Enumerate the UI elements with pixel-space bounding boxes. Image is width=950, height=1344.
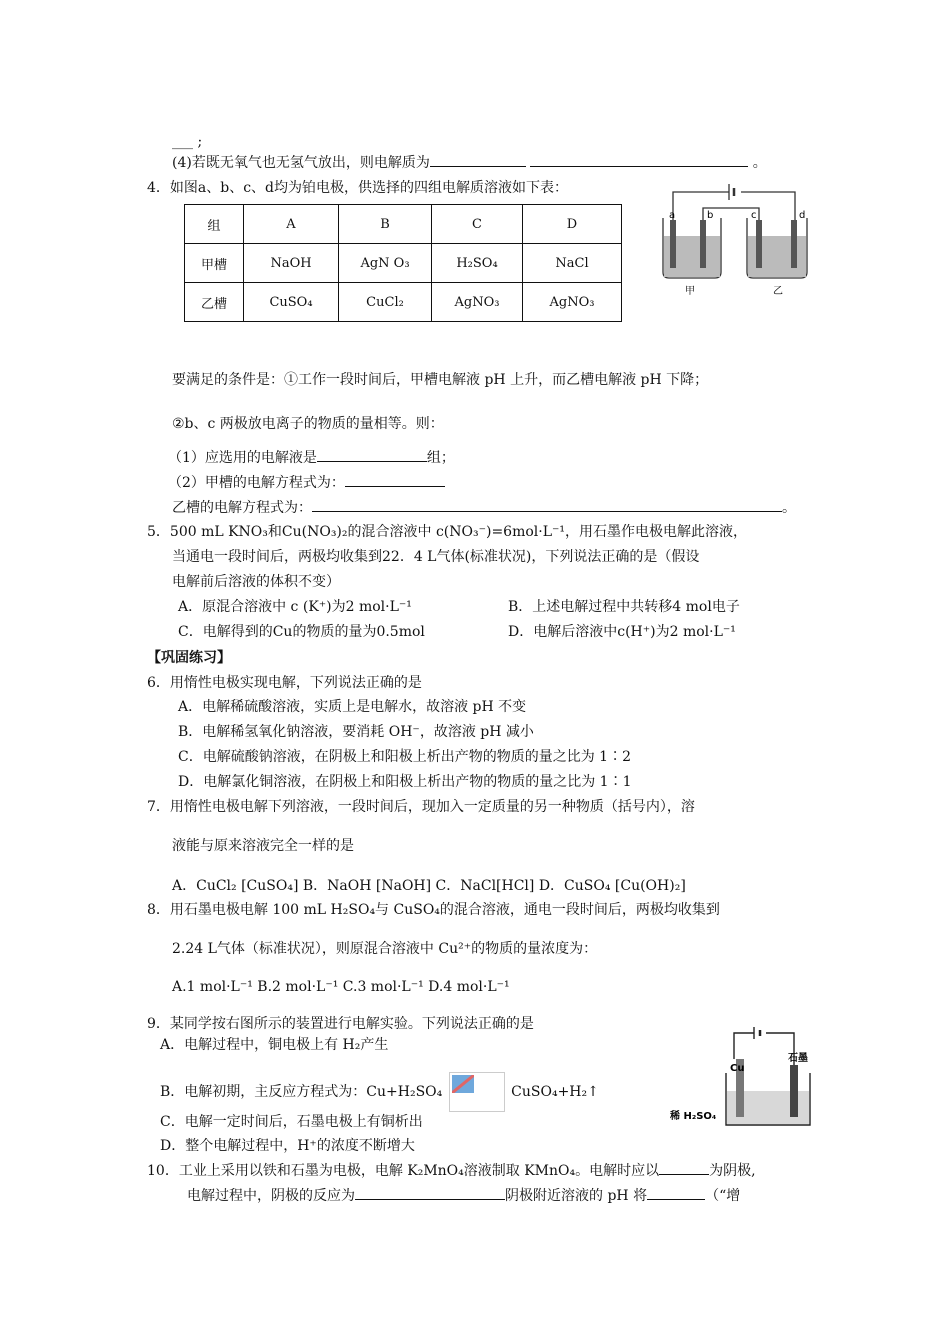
table-cell: AgN O₃	[339, 244, 432, 283]
q9-option-d: D．整个电解过程中，H⁺的浓度不断增大	[160, 1138, 415, 1154]
table-cell: CuCl₂	[339, 283, 432, 322]
q8-options: A.1 mol·L⁻¹ B.2 mol·L⁻¹ C.3 mol·L⁻¹ D.4 mol·L⁻¹	[172, 979, 510, 995]
table-cell: NaCl	[523, 244, 622, 283]
table-cell: H₂SO₄	[432, 244, 523, 283]
q4-part3-text: 乙槽的电解方程式为：	[172, 500, 312, 516]
q4-part3	[172, 497, 796, 518]
q6-stem: 6．用惰性电极实现电解，下列说法正确的是	[147, 675, 422, 691]
electrolyte-table	[184, 204, 622, 322]
table-header: 组	[185, 205, 244, 244]
q10-line2-text: 电解过程中，阴极的反应为	[187, 1188, 355, 1204]
table-cell: 乙槽	[185, 283, 244, 322]
electrolysis-cells-figure	[655, 180, 815, 304]
electrode-label: b	[707, 210, 714, 221]
blank[interactable]	[355, 1185, 505, 1200]
q3-part4-text: (4)若既无氧气也无氢气放出，则电解质为	[172, 155, 430, 171]
q5-line2: 当通电一段时间后，两极均收集到22．4 L气体(标准状况)，下列说法正确的是（假设	[172, 549, 700, 565]
q8-line1: 8．用石墨电极电解 100 mL H₂SO₄与 CuSO₄的混合溶液，通电一段时间后，两极均收集到	[147, 902, 720, 918]
table-cell: 甲槽	[185, 244, 244, 283]
q10-line1-end: 为阴极,	[709, 1163, 756, 1179]
q10-line1-text: 10．工业上采用以铁和石墨为电极，电解 K₂MnO₄溶液制取 KMnO₄。电解时应以	[147, 1163, 660, 1179]
electrode-label: a	[669, 210, 676, 221]
reaction-arrow-icon	[449, 1072, 505, 1112]
q10-line2-mid: 阴极附近溶液的 pH 将	[505, 1188, 648, 1204]
fragment-line: ___ ;	[172, 134, 203, 150]
q4-stem: 4．如图a、b、c、d均为铂电极，供选择的四组电解质溶液如下表：	[147, 180, 569, 196]
q7-line1: 7．用惰性电极电解下列溶液，一段时间后，现加入一定质量的另一种物质（括号内），溶	[147, 799, 695, 815]
blank[interactable]	[530, 152, 748, 167]
q5-option-a: A．原混合溶液中 c (K⁺)为2 mol·L⁻¹	[178, 599, 412, 615]
q6-option-c: C．电解硫酸钠溶液，在阴极上和阳极上析出产物的物质的量之比为 1∶2	[178, 749, 631, 765]
q3-part4-end: 。	[752, 155, 767, 171]
table-header: C	[432, 205, 523, 244]
cu-label: Cu	[730, 1063, 745, 1074]
q4-part2	[168, 472, 445, 493]
q10-line2-end: （“增	[705, 1188, 741, 1204]
q7-options: A．CuCl₂ [CuSO₄] B．NaOH [NaOH] C．NaCl[HCl] D．CuSO₄ [Cu(OH)₂]	[172, 878, 686, 894]
blank[interactable]	[345, 472, 445, 487]
q4-part1-text: （1）应选用的电解液是	[168, 450, 317, 466]
q4-part1-end: 组；	[426, 450, 455, 466]
q10-line1	[147, 1160, 756, 1181]
blank[interactable]	[312, 497, 782, 512]
q9-option-b-product: CuSO₄+H₂↑	[511, 1084, 599, 1100]
q3-part4	[172, 152, 767, 173]
q9-option-b	[160, 1072, 599, 1112]
q4-condition-1: 要满足的条件是：①工作一段时间后，甲槽电解液 pH 上升，而乙槽电解液 pH 下降；	[172, 372, 709, 388]
blank[interactable]	[659, 1160, 709, 1175]
q5-option-c: C．电解得到的Cu的物质的量为0.5mol	[178, 624, 425, 640]
table-cell: AgNO₃	[432, 283, 523, 322]
q9-stem: 9．某同学按右图所示的装置进行电解实验。下列说法正确的是	[147, 1016, 534, 1032]
blank[interactable]	[430, 152, 526, 167]
q5-option-b: B．上述电解过程中共转移4 mol电子	[508, 599, 740, 615]
q6-option-a: A．电解稀硫酸溶液，实质上是电解水，故溶液 pH 不变	[178, 699, 527, 715]
q4-part2-text: （2）甲槽的电解方程式为：	[168, 475, 345, 491]
table-cell: NaOH	[244, 244, 339, 283]
q4-part3-end: 。	[782, 500, 796, 516]
table-cell: CuSO₄	[244, 283, 339, 322]
q9-option-a: A．电解过程中，铜电极上有 H₂产生	[160, 1037, 389, 1053]
q7-line2: 液能与原来溶液完全一样的是	[172, 838, 354, 854]
q4-condition-2: ②b、c 两极放电离子的物质的量相等。则：	[172, 416, 444, 432]
q5-line1: 5．500 mL KNO₃和Cu(NO₃)₂的混合溶液中 c(NO₃⁻)=6mol·L⁻¹，用石墨作电极电解此溶液，	[147, 524, 748, 540]
q8-line2: 2.24 L气体（标准状况），则原混合溶液中 Cu²⁺的物质的量浓度为：	[172, 941, 598, 957]
table-cell: AgNO₃	[523, 283, 622, 322]
q6-option-d: D．电解氯化铜溶液，在阴极上和阳极上析出产物的物质的量之比为 1∶1	[178, 774, 632, 790]
q9-option-b-text: B．电解初期，主反应方程式为：Cu+H₂SO₄	[160, 1084, 443, 1100]
table-header: D	[523, 205, 622, 244]
q5-line3: 电解前后溶液的体积不变）	[172, 574, 340, 590]
graphite-label: 石墨	[788, 1053, 808, 1064]
q5-option-d: D．电解后溶液中c(H⁺)为2 mol·L⁻¹	[508, 624, 736, 640]
cell-label-right: 乙	[773, 286, 783, 297]
section-heading: 【巩固练习】	[147, 650, 231, 666]
q4-part1	[168, 447, 455, 468]
electrode-label: c	[751, 210, 757, 221]
cu-graphite-cell-figure	[670, 1025, 816, 1137]
acid-label: 稀 H₂SO₄	[670, 1111, 717, 1122]
blank[interactable]	[317, 447, 427, 462]
q10-line2	[187, 1185, 740, 1206]
cell-label-left: 甲	[685, 286, 695, 297]
blank[interactable]	[647, 1185, 705, 1200]
table-header: B	[339, 205, 432, 244]
electrode-label: d	[799, 210, 806, 221]
q9-option-c: C．电解一定时间后，石墨电极上有铜析出	[160, 1114, 423, 1130]
table-header: A	[244, 205, 339, 244]
q6-option-b: B．电解稀氢氧化钠溶液，要消耗 OH⁻，故溶液 pH 减小	[178, 724, 534, 740]
